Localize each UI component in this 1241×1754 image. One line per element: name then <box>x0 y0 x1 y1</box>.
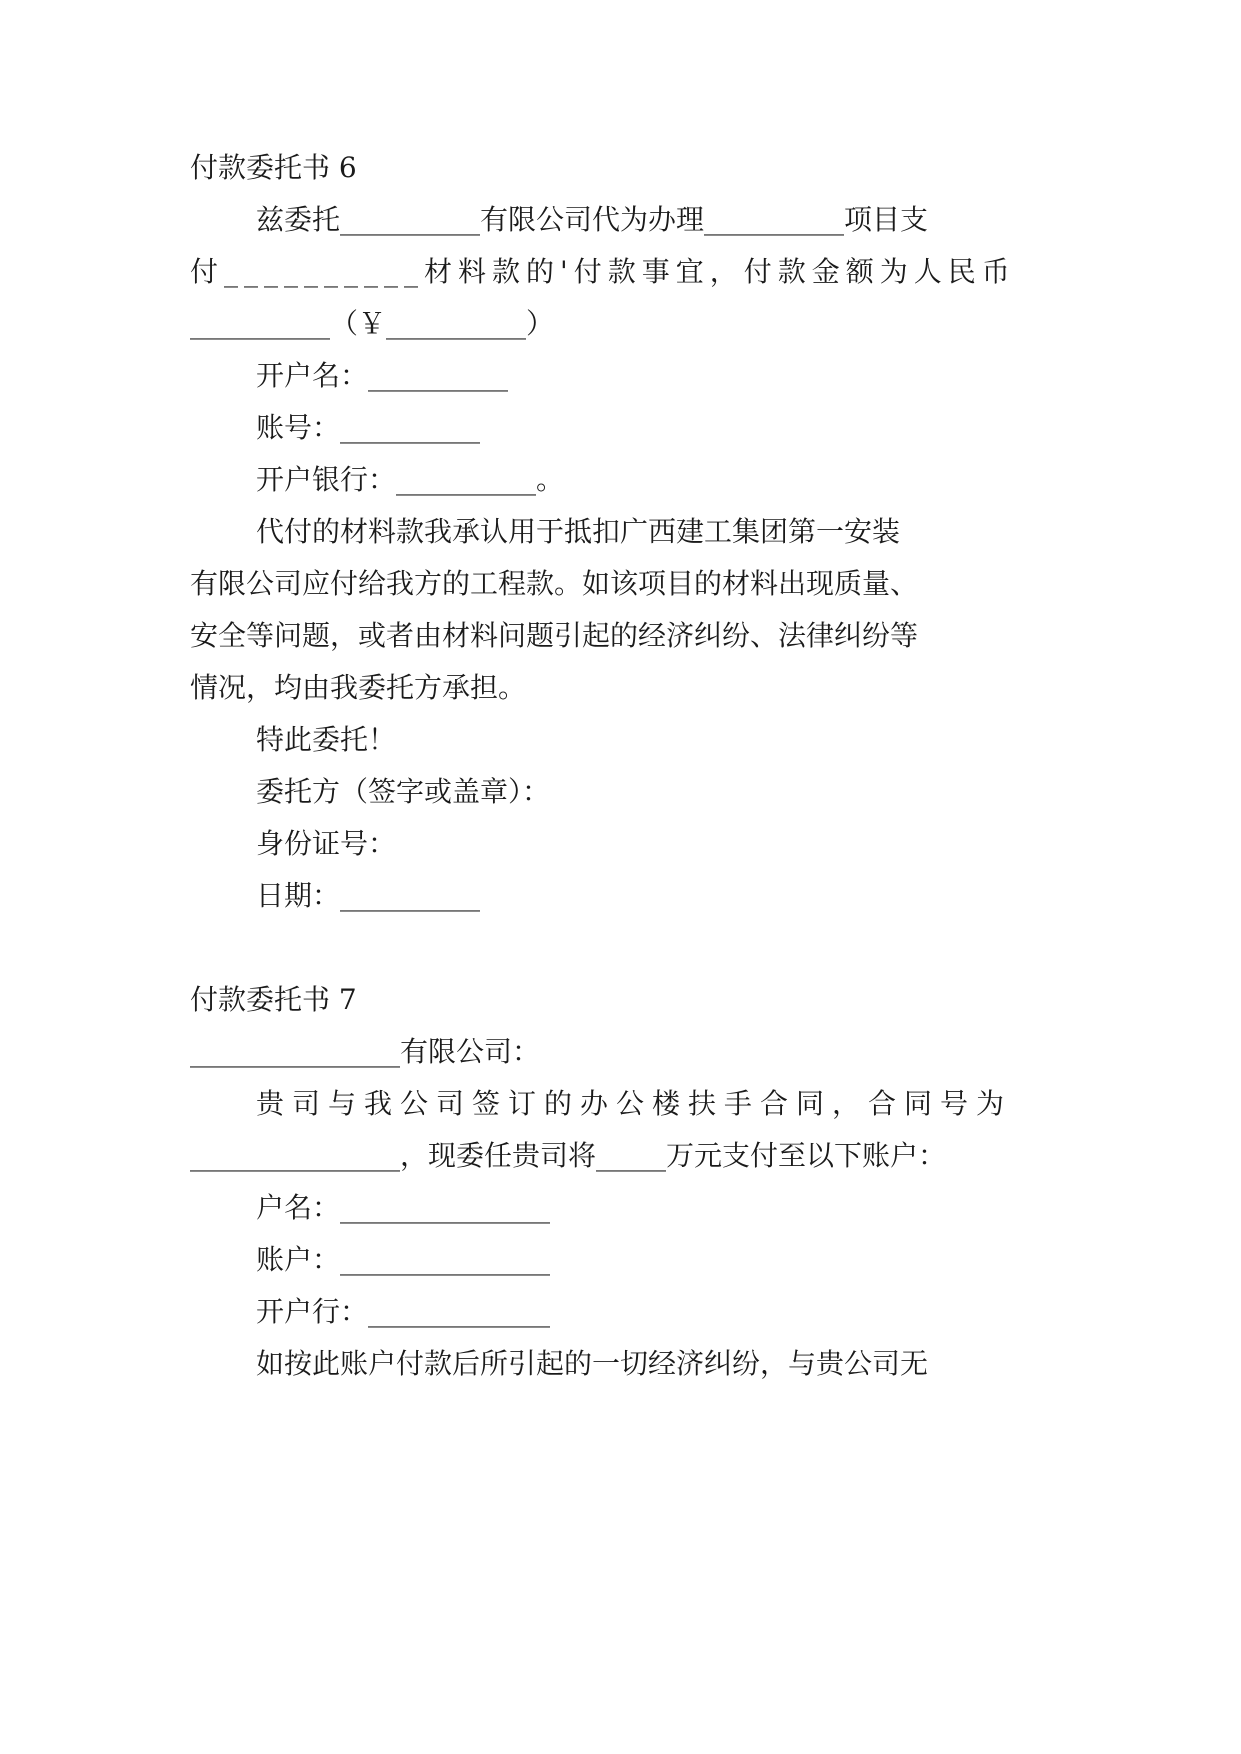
section7-para1-line2: _______________，现委任贵司将_____万元支付至以下账户： <box>190 1139 947 1172</box>
section6-para2-line4: 情况，均由我委托方承担。 <box>190 671 527 704</box>
section6-para2-line2: 有限公司应付给我方的工程款。如该项目的材料出现质量、 <box>190 567 919 600</box>
section6-para1-line1: 兹委托__________有限公司代为办理__________项目支 <box>256 203 929 236</box>
section7-bank: 开户行：_____________ <box>256 1295 551 1328</box>
section6-para1-line2: 付__________材料款的'付款事宜，付款金额为人民币 <box>190 255 1016 288</box>
section7-addressee: _______________有限公司： <box>190 1035 541 1068</box>
section7-para2-line1: 如按此账户付款后所引起的一切经济纠纷，与贵公司无 <box>256 1347 929 1380</box>
section6-date: 日期：__________ <box>256 879 481 912</box>
section6-para2-line1: 代付的材料款我承认用于抵扣广西建工集团第一安装 <box>256 515 901 548</box>
section6-account-number: 账号：__________ <box>256 411 481 444</box>
section6-closing: 特此委托！ <box>256 723 397 756</box>
section6-bank: 开户银行：__________。 <box>256 463 565 496</box>
section6-id-number: 身份证号： <box>256 827 397 860</box>
section6-para1-line3: __________（￥__________） <box>190 307 555 340</box>
section6-title: 付款委托书 6 <box>190 151 357 184</box>
section7-para1-line1: 贵司与我公司签订的办公楼扶手合同，合同号为 <box>256 1087 1013 1120</box>
section7-title: 付款委托书 7 <box>190 983 357 1016</box>
section7-account: 账户：_______________ <box>256 1243 551 1276</box>
section6-account-name: 开户名：__________ <box>256 359 509 392</box>
section6-para2-line3: 安全等问题，或者由材料问题引起的经济纠纷、法律纠纷等 <box>190 619 919 652</box>
section7-account-name: 户名：_______________ <box>256 1191 551 1224</box>
section6-principal-signature: 委托方（签字或盖章）： <box>256 775 551 808</box>
